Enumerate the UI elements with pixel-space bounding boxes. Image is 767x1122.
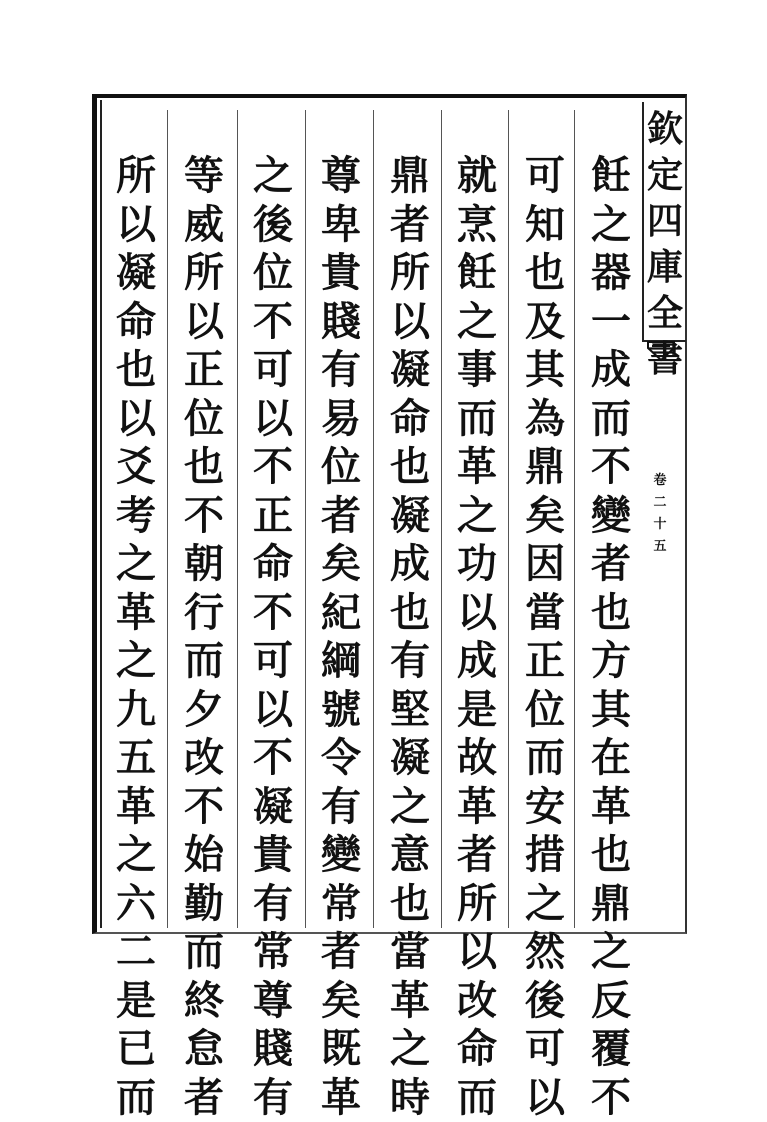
text-char: 始 <box>184 831 224 880</box>
text-char: 烹 <box>457 201 497 250</box>
text-char: 凝 <box>390 734 430 783</box>
text-char: 成 <box>457 637 497 686</box>
text-char: 朝 <box>184 540 224 589</box>
text-char: 當 <box>525 589 565 638</box>
text-char: 成 <box>390 540 430 589</box>
text-char: 一 <box>591 298 631 347</box>
text-char: 威 <box>184 201 224 250</box>
text-char: 之 <box>116 831 156 880</box>
text-char: 有 <box>253 1074 293 1122</box>
text-char: 尊 <box>321 152 361 201</box>
text-char: 鼎 <box>525 443 565 492</box>
text-char: 也 <box>390 443 430 492</box>
text-char: 有 <box>390 637 430 686</box>
text-char: 者 <box>390 201 430 250</box>
text-char: 以 <box>253 686 293 735</box>
title-char: 書 <box>647 336 683 382</box>
text-char: 正 <box>525 637 565 686</box>
text-char: 飪 <box>457 249 497 298</box>
text-char: 不 <box>253 443 293 492</box>
text-char: 革 <box>116 783 156 832</box>
text-column-3 <box>449 152 505 1122</box>
text-char: 鼎 <box>591 880 631 929</box>
text-char: 不 <box>591 1074 631 1122</box>
volume-label <box>648 470 672 558</box>
text-char: 不 <box>253 734 293 783</box>
text-char: 賤 <box>321 298 361 347</box>
text-char: 賤 <box>253 1025 293 1074</box>
text-char: 反 <box>591 977 631 1026</box>
volume-char: 二 <box>653 492 666 514</box>
text-char: 以 <box>116 395 156 444</box>
column-rule <box>373 110 374 928</box>
text-char: 終 <box>184 977 224 1026</box>
title-char: 四 <box>647 198 683 244</box>
text-char: 考 <box>116 492 156 541</box>
text-char: 之 <box>390 783 430 832</box>
text-char: 器 <box>591 249 631 298</box>
text-char: 命 <box>116 298 156 347</box>
text-char: 也 <box>525 249 565 298</box>
text-char: 凝 <box>390 492 430 541</box>
text-char: 事 <box>457 346 497 395</box>
text-char: 二 <box>116 928 156 977</box>
text-char: 飪 <box>591 152 631 201</box>
text-char: 不 <box>184 492 224 541</box>
text-char: 而 <box>457 395 497 444</box>
text-char: 可 <box>525 1025 565 1074</box>
title-char: 全 <box>647 290 683 336</box>
text-char: 就 <box>457 152 497 201</box>
text-char: 貴 <box>253 831 293 880</box>
text-char: 當 <box>390 928 430 977</box>
text-char: 貴 <box>321 249 361 298</box>
text-char: 以 <box>457 589 497 638</box>
text-char: 安 <box>525 783 565 832</box>
text-column-7 <box>176 152 232 1122</box>
text-char: 而 <box>457 1074 497 1122</box>
inner-border-line <box>100 100 102 928</box>
text-column-4 <box>382 152 438 1122</box>
text-char: 之 <box>591 201 631 250</box>
text-char: 也 <box>591 831 631 880</box>
column-rule <box>237 110 238 928</box>
book-title <box>642 102 686 342</box>
text-char: 令 <box>321 734 361 783</box>
text-char: 而 <box>184 637 224 686</box>
text-char: 易 <box>321 395 361 444</box>
column-rule <box>441 110 442 928</box>
fish-tail-mark-icon <box>646 340 676 362</box>
text-char: 可 <box>525 152 565 201</box>
column-rule <box>574 110 575 928</box>
text-char: 革 <box>321 1074 361 1122</box>
text-char: 意 <box>390 831 430 880</box>
text-char: 覆 <box>591 1025 631 1074</box>
text-char: 者 <box>184 1074 224 1122</box>
text-char: 位 <box>525 686 565 735</box>
text-char: 之 <box>457 492 497 541</box>
text-column-1 <box>583 152 639 1122</box>
text-char: 革 <box>116 589 156 638</box>
text-char: 革 <box>457 783 497 832</box>
text-char: 有 <box>321 346 361 395</box>
text-char: 變 <box>591 492 631 541</box>
text-char: 以 <box>116 201 156 250</box>
text-char: 不 <box>184 783 224 832</box>
text-char: 凝 <box>116 249 156 298</box>
text-char: 故 <box>457 734 497 783</box>
text-column-5 <box>313 152 369 1122</box>
text-char: 命 <box>390 395 430 444</box>
text-char: 之 <box>591 928 631 977</box>
text-char: 不 <box>253 589 293 638</box>
text-char: 堅 <box>390 686 430 735</box>
text-char: 變 <box>321 831 361 880</box>
text-char: 不 <box>253 298 293 347</box>
text-char: 位 <box>321 443 361 492</box>
text-char: 位 <box>184 395 224 444</box>
text-char: 以 <box>184 298 224 347</box>
text-char: 已 <box>116 1025 156 1074</box>
text-char: 凝 <box>253 783 293 832</box>
text-char: 而 <box>525 734 565 783</box>
text-char: 怠 <box>184 1025 224 1074</box>
text-column-8 <box>108 152 164 1122</box>
text-char: 命 <box>253 540 293 589</box>
text-char: 而 <box>116 1074 156 1122</box>
text-char: 之 <box>253 152 293 201</box>
volume-char: 五 <box>653 536 666 558</box>
text-char: 功 <box>457 540 497 589</box>
text-char: 以 <box>457 928 497 977</box>
text-char: 是 <box>116 977 156 1026</box>
text-char: 者 <box>457 831 497 880</box>
text-char: 卑 <box>321 201 361 250</box>
text-char: 者 <box>321 492 361 541</box>
text-char: 所 <box>184 249 224 298</box>
text-char: 紀 <box>321 589 361 638</box>
text-char: 五 <box>116 734 156 783</box>
text-char: 命 <box>457 1025 497 1074</box>
text-char: 之 <box>525 880 565 929</box>
text-char: 其 <box>525 346 565 395</box>
text-char: 常 <box>253 928 293 977</box>
text-char: 者 <box>591 540 631 589</box>
text-char: 改 <box>184 734 224 783</box>
text-char: 為 <box>525 395 565 444</box>
text-char: 可 <box>253 346 293 395</box>
text-char: 以 <box>525 1074 565 1122</box>
text-char: 而 <box>591 395 631 444</box>
text-char: 號 <box>321 686 361 735</box>
text-char: 有 <box>321 783 361 832</box>
text-char: 勤 <box>184 880 224 929</box>
text-char: 革 <box>457 443 497 492</box>
text-char: 之 <box>390 1025 430 1074</box>
text-char: 不 <box>591 443 631 492</box>
text-char: 位 <box>253 249 293 298</box>
column-rule <box>508 110 509 928</box>
text-char: 而 <box>184 928 224 977</box>
text-char: 之 <box>457 298 497 347</box>
text-char: 凝 <box>390 346 430 395</box>
text-char: 常 <box>321 880 361 929</box>
text-char: 革 <box>591 783 631 832</box>
text-char: 正 <box>253 492 293 541</box>
text-char: 六 <box>116 880 156 929</box>
text-char: 之 <box>116 540 156 589</box>
text-char: 九 <box>116 686 156 735</box>
text-char: 可 <box>253 637 293 686</box>
text-char: 時 <box>390 1074 430 1122</box>
title-char: 定 <box>647 152 683 198</box>
text-char: 是 <box>457 686 497 735</box>
text-char: 矣 <box>321 977 361 1026</box>
text-char: 其 <box>591 686 631 735</box>
text-char: 革 <box>390 977 430 1026</box>
title-char: 欽 <box>647 106 683 152</box>
text-char: 之 <box>116 637 156 686</box>
title-char: 庫 <box>647 244 683 290</box>
text-char: 矣 <box>525 492 565 541</box>
text-char: 改 <box>457 977 497 1026</box>
text-char: 後 <box>253 201 293 250</box>
text-char: 因 <box>525 540 565 589</box>
text-char: 正 <box>184 346 224 395</box>
text-char: 措 <box>525 831 565 880</box>
column-rule <box>305 110 306 928</box>
column-rule <box>167 110 168 928</box>
text-column-2 <box>517 152 573 1122</box>
text-char: 也 <box>116 346 156 395</box>
text-char: 也 <box>390 880 430 929</box>
text-char: 夕 <box>184 686 224 735</box>
text-char: 及 <box>525 298 565 347</box>
text-char: 矣 <box>321 540 361 589</box>
text-char: 者 <box>321 928 361 977</box>
text-char: 也 <box>184 443 224 492</box>
volume-char: 卷 <box>653 470 666 492</box>
text-char: 等 <box>184 152 224 201</box>
text-char: 以 <box>390 298 430 347</box>
text-char: 所 <box>390 249 430 298</box>
text-char: 行 <box>184 589 224 638</box>
text-char: 有 <box>253 880 293 929</box>
text-char: 所 <box>457 880 497 929</box>
text-char: 然 <box>525 928 565 977</box>
text-char: 成 <box>591 346 631 395</box>
text-column-6 <box>245 152 301 1122</box>
text-char: 後 <box>525 977 565 1026</box>
text-char: 爻 <box>116 443 156 492</box>
text-char: 也 <box>591 589 631 638</box>
text-char: 也 <box>390 589 430 638</box>
text-char: 在 <box>591 734 631 783</box>
text-char: 尊 <box>253 977 293 1026</box>
text-char: 以 <box>253 395 293 444</box>
text-char: 既 <box>321 1025 361 1074</box>
text-char: 鼎 <box>390 152 430 201</box>
text-char: 所 <box>116 152 156 201</box>
volume-char: 十 <box>653 514 666 536</box>
text-char: 知 <box>525 201 565 250</box>
text-char: 綱 <box>321 637 361 686</box>
text-char: 方 <box>591 637 631 686</box>
